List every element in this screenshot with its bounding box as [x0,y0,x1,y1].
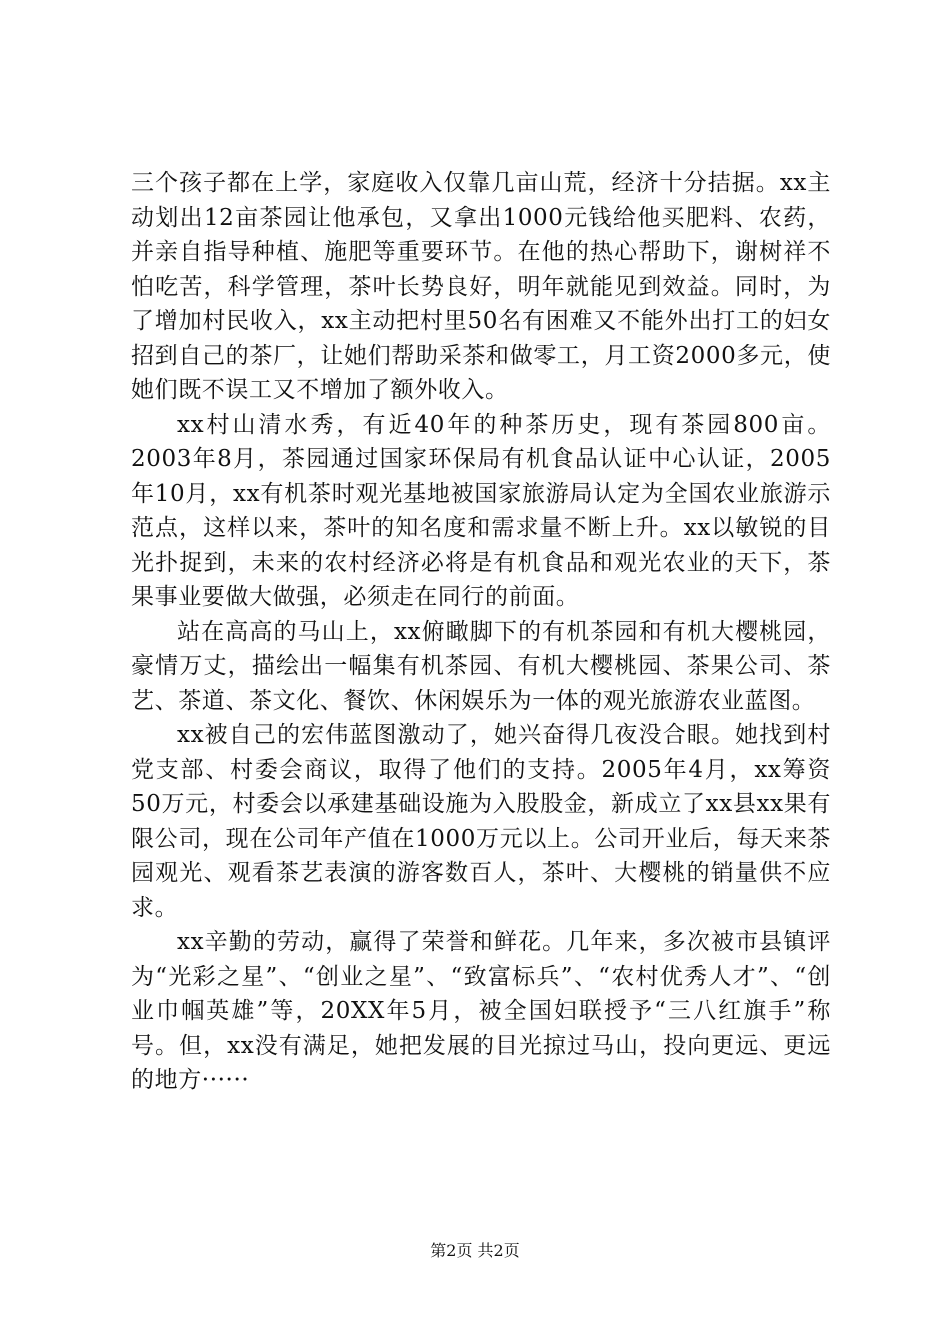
paragraph-3: 站在高高的马山上，xx俯瞰脚下的有机茶园和有机大樱桃园，豪情万丈，描绘出一幅集有机茶园、有机大樱桃园、茶果公司、茶艺、茶道、茶文化、餐饮、休闲娱乐为一体的观光旅游农业蓝图。 [131,618,831,714]
paragraph-2: xx村山清水秀，有近40年的种茶历史，现有茶园800亩。2003年8月，茶园通过国家环保局有机食品认证中心认证，2005年10月，xx有机茶时观光基地被国家旅游局认定为全国农业旅游示范点，这样以来，茶叶的知名度和需求量不断上升。xx以敏锐的目光扑捉到，未来的农村经济必将是有机食品和观光农业的天下，茶果事业要做大做强，必须走在同行的前面。 [131,411,831,610]
paragraph-5: xx辛勤的劳动，赢得了荣誉和鲜花。几年来，多次被市县镇评为“光彩之星”、“创业之星”、“致富标兵”、“农村优秀人才”、“创业巾帼英雄”等，20XX年5月，被全国妇联授予“三八红旗手”称号。但，xx没有满足，她把发展的目光掠过马山，投向更远、更远的地方······ [131,929,831,1093]
page-footer: 第2页 共2页 [430,1241,520,1260]
paragraph-1: 三个孩子都在上学，家庭收入仅靠几亩山荒，经济十分拮据。xx主动划出12亩茶园让他承包，又拿出1000元钱给他买肥料、农药，并亲自指导种植、施肥等重要环节。在他的热心帮助下，谢树祥不怕吃苦，科学管理，茶叶长势良好，明年就能见到效益。同时，为了增加村民收入，xx主动把村里50名有困难又不能外出打工的妇女招到自己的茶厂，让她们帮助采茶和做零工，月工资2000多元，使她们既不误工又不增加了额外收入。 [131,170,831,403]
paragraph-4: xx被自己的宏伟蓝图激动了，她兴奋得几夜没合眼。她找到村党支部、村委会商议，取得了他们的支持。2005年4月，xx筹资50万元，村委会以承建基础设施为入股股金，新成立了xx县xx果有限公司，现在公司年产值在1000万元以上。公司开业后，每天来茶园观光、观看茶艺表演的游客数百人，茶叶、大樱桃的销量供不应求。 [131,722,831,921]
document-body [131,166,831,1098]
